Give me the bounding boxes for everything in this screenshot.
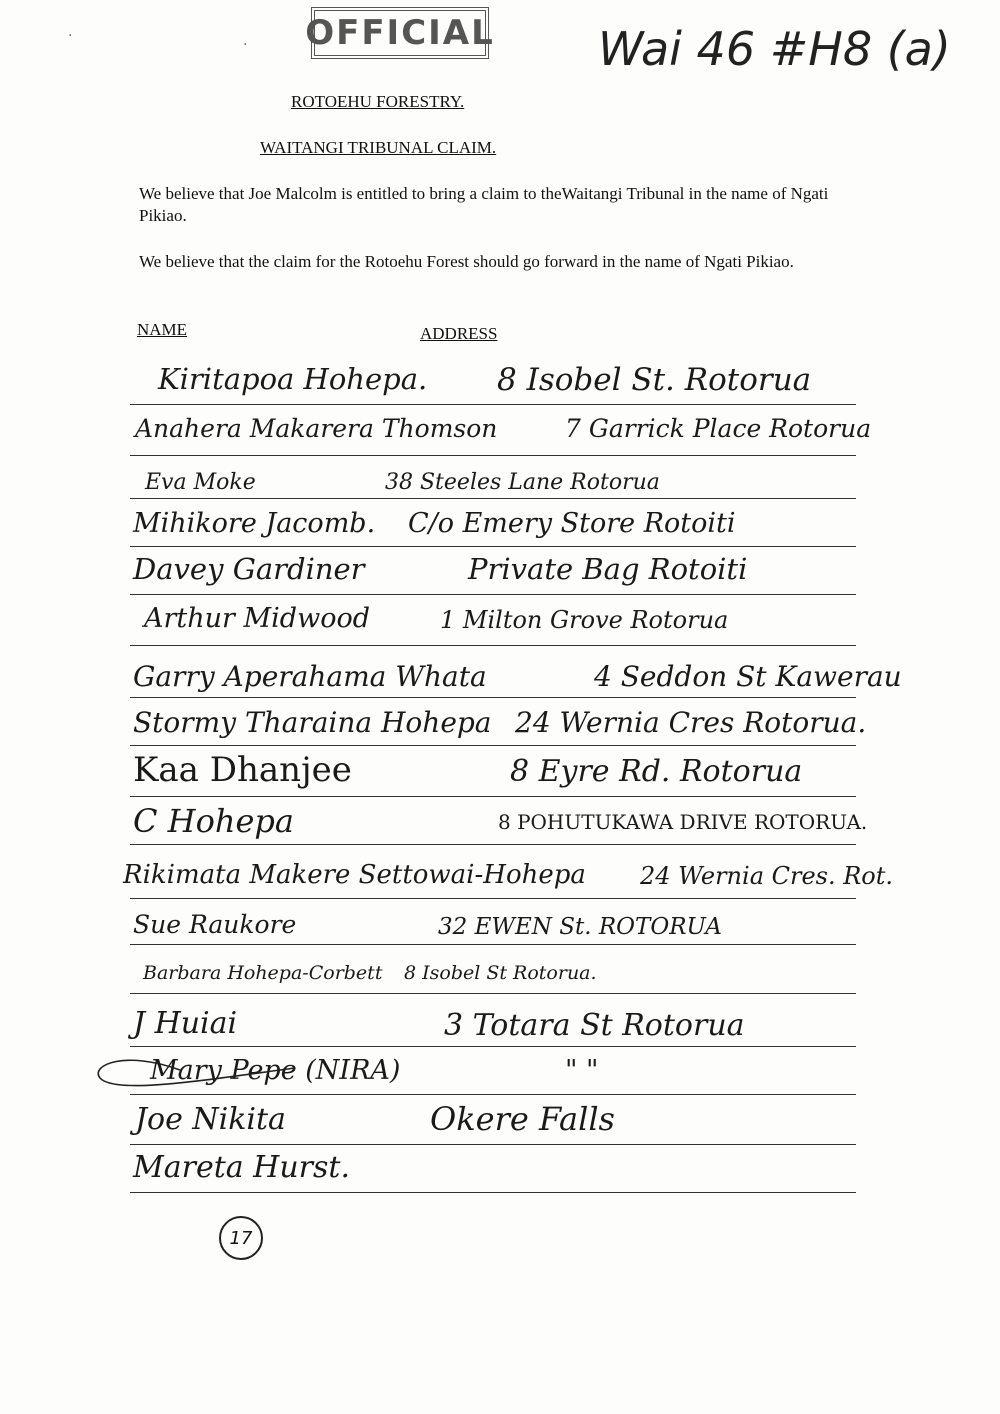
signatory-name: Kaa Dhanjee	[133, 750, 352, 790]
signatory-address: 24 Wernia Cres. Rot.	[640, 862, 894, 890]
signature-line	[130, 745, 856, 746]
heading-forestry: ROTOEHU FORESTRY.	[291, 92, 465, 111]
signatory-name: Kiritapoa Hohepa.	[158, 362, 428, 396]
signatory-name: Stormy Tharaina Hohepa	[133, 706, 492, 739]
signatory-address: " "	[565, 1055, 599, 1086]
paragraph-entitlement: We believe that Joe Malcolm is entitled to bring a claim to theWaitangi Tribunal in the name of Ngati Pikiao.	[139, 184, 829, 225]
signatory-address: 8 POHUTUKAWA DRIVE ROTORUA.	[498, 810, 868, 834]
signature-line	[130, 796, 856, 797]
signatory-name: Arthur Midwood	[144, 603, 370, 634]
signature-flourish	[85, 1040, 325, 1100]
signature-line	[130, 697, 856, 698]
signature-line	[130, 1192, 856, 1193]
signatory-address: 4 Seddon St Kawerau	[594, 660, 902, 693]
signatory-address: 3 Totara St Rotorua	[444, 1008, 745, 1043]
signatory-address: 24 Wernia Cres Rotorua.	[515, 706, 867, 739]
heading-claim: WAITANGI TRIBUNAL CLAIM.	[260, 138, 497, 157]
signatory-name: J Huiai	[133, 1006, 238, 1041]
signatory-name: Davey Gardiner	[133, 552, 365, 586]
column-header-name: NAME	[137, 320, 188, 339]
signatory-address: 32 EWEN St. ROTORUA	[438, 914, 722, 940]
signatory-name: C Hohepa	[133, 802, 294, 840]
signature-line	[130, 1144, 856, 1145]
signatory-address: Okere Falls	[430, 1100, 615, 1138]
signature-line	[130, 546, 856, 547]
signatory-address: 38 Steeles Lane Rotorua	[385, 470, 660, 495]
signature-line	[130, 645, 856, 646]
signatory-address: C/o Emery Store Rotoiti	[408, 508, 736, 539]
page-number-circled: 17	[219, 1216, 263, 1260]
signatory-address: 8 Eyre Rd. Rotorua	[510, 754, 803, 789]
signatory-name: Anahera Makarera Thomson	[135, 414, 498, 443]
signatory-name: Mary Pepe (NIRA)	[150, 1055, 401, 1086]
signatory-address: 1 Milton Grove Rotorua	[440, 606, 729, 634]
official-stamp: OFFICIAL	[311, 7, 489, 59]
scan-mark: ·	[68, 28, 73, 44]
signatory-name: Mareta Hurst.	[133, 1150, 350, 1185]
document-reference: Wai 46 #H8 (a)	[598, 22, 951, 76]
signatory-address: Private Bag Rotoiti	[468, 552, 748, 586]
signature-line	[130, 844, 856, 845]
column-header-address: ADDRESS	[420, 324, 498, 343]
signatory-name: Rikimata Makere Settowai-Hohepa	[123, 860, 586, 890]
signature-line	[130, 404, 856, 405]
signature-line	[130, 944, 856, 945]
signatory-name: Garry Aperahama Whata	[133, 660, 487, 693]
signature-line	[130, 898, 856, 899]
signature-line	[130, 594, 856, 595]
signatory-name: Mihikore Jacomb.	[133, 508, 376, 539]
signatory-name: Eva Moke	[145, 470, 256, 495]
signatory-address: 7 Garrick Place Rotorua	[565, 414, 872, 443]
signature-line	[130, 993, 856, 994]
signature-line	[130, 455, 856, 456]
signatory-address: 8 Isobel St. Rotorua	[497, 362, 812, 398]
signatory-name: Sue Raukore	[133, 910, 297, 939]
scan-mark: ·	[243, 37, 248, 53]
paragraph-forest-claim: We believe that the claim for the Rotoehu Forest should go forward in the name of Ngati Pikiao.	[139, 252, 794, 271]
signature-line	[130, 498, 856, 499]
signatory-name: Joe Nikita	[135, 1102, 286, 1137]
signatory-name: Barbara Hohepa-Corbett	[143, 962, 383, 984]
signatory-address: 8 Isobel St Rotorua.	[404, 962, 597, 984]
